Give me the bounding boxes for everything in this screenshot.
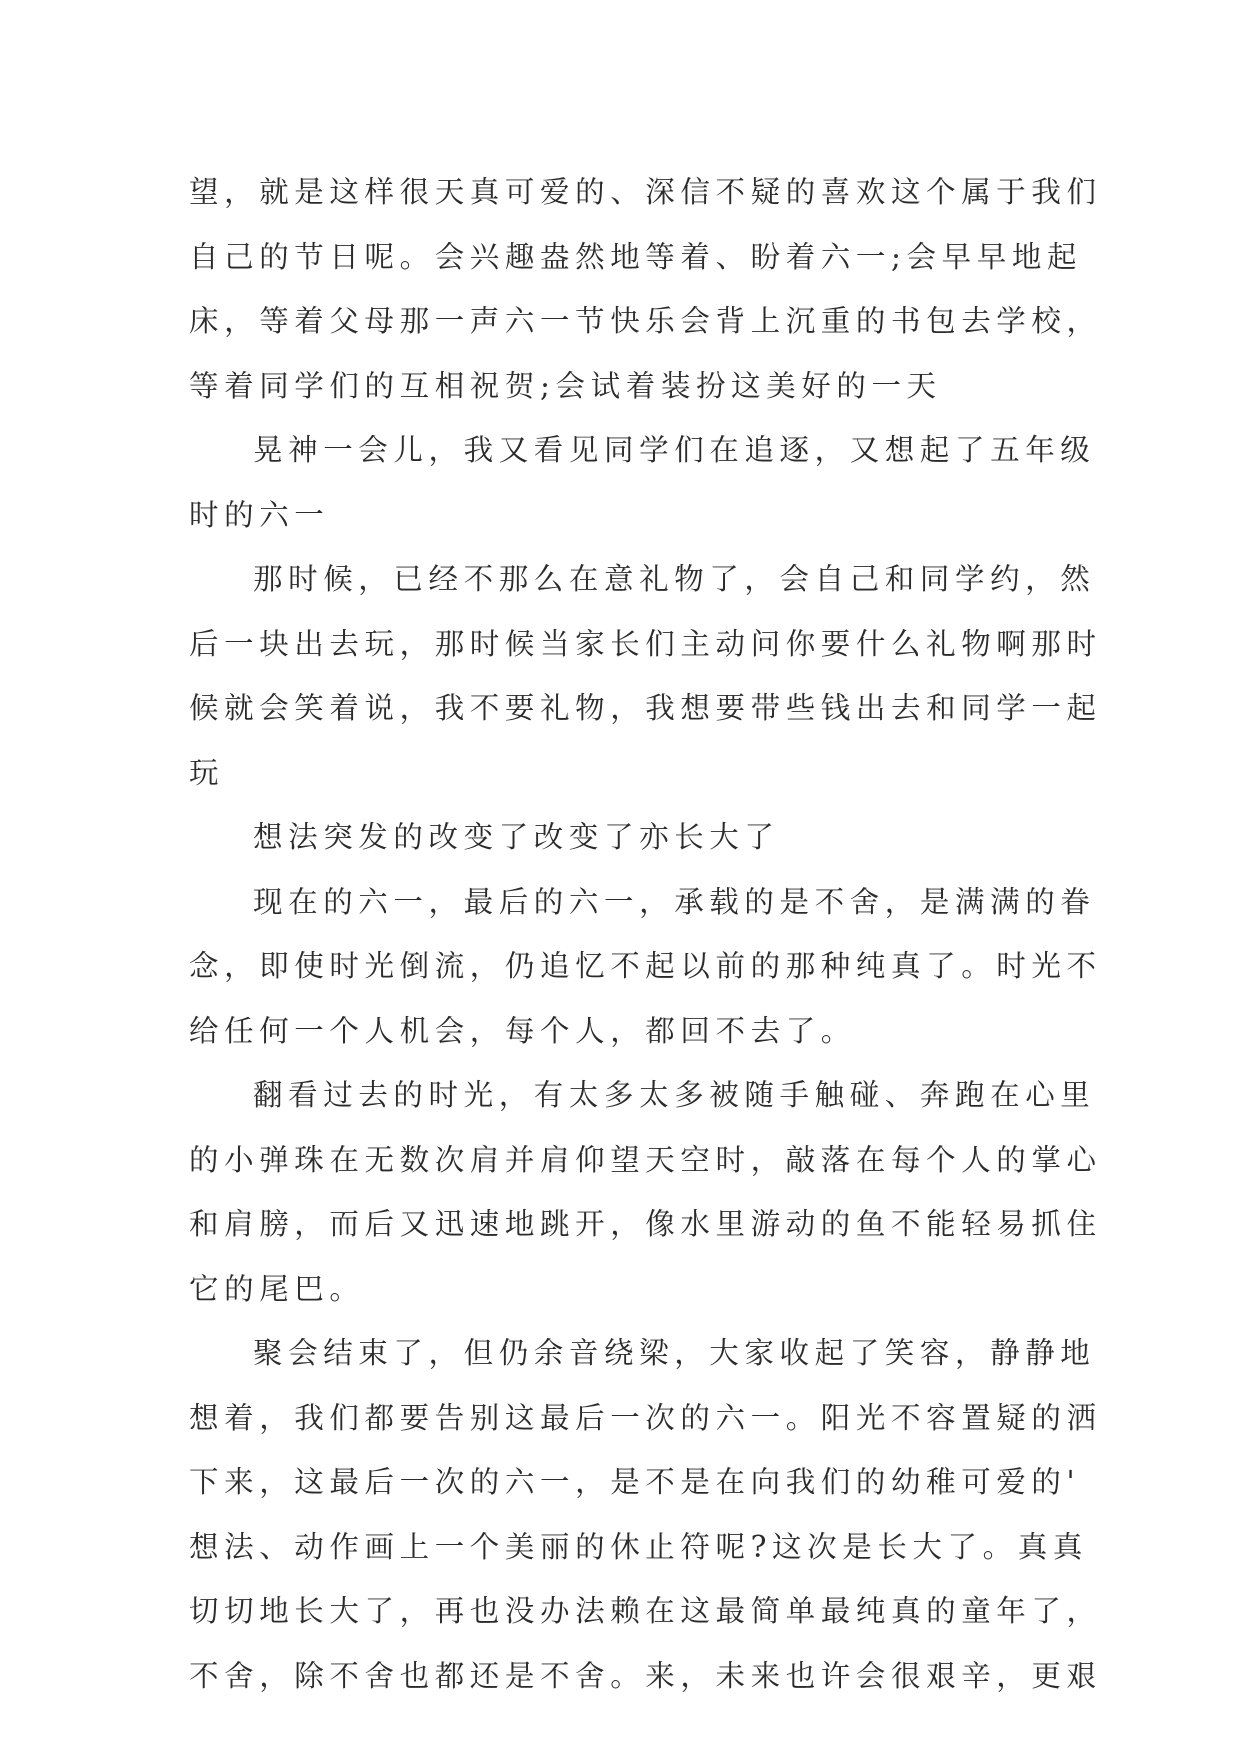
paragraph [189,160,1102,418]
paragraph [189,1063,1102,1321]
text-line: 望，就是这样很天真可爱的、深信不疑的喜欢这个属于我们 [189,175,1102,209]
text-line: 给任何一个人机会，每个人，都回不去了。 [189,1013,856,1048]
paragraph [189,547,1102,805]
text-line: 时的六一 [189,497,330,532]
text-line: 床，等着父母那一声六一节快乐会背上沉重的书包去学校， [189,304,1102,338]
text-line: 候就会笑着说，我不要礼物，我想要带些钱出去和同学一起 [189,691,1102,725]
text-line: 下来，这最后一次的六一，是不是在向我们的幼稚可爱的' [189,1465,1081,1499]
text-line: 自己的节日呢。会兴趣盎然地等着、盼着六一;会早早地起 [189,239,1083,274]
text-line: 玩 [189,755,225,790]
text-line: 念，即使时光倒流，仍追忆不起以前的那种纯真了。时光不 [189,949,1102,983]
text-line: 切切地长大了，再也没办法赖在这最简单最纯真的童年了， [189,1594,1102,1628]
text-line: 不舍，除不舍也都还是不舍。来，未来也许会很艰辛，更艰 [189,1658,1102,1693]
text-line: 想法突发的改变了改变了亦长大了 [253,820,780,854]
paragraph [189,870,1102,1064]
text-line: 和肩膀，而后又迅速地跳开，像水里游动的鱼不能轻易抓住 [189,1207,1102,1241]
text-line: 后一块出去玩，那时候当家长们主动问你要什么礼物啊那时 [189,626,1102,661]
text-line: 想法、动作画上一个美丽的休止符呢?这次是长大了。真真 [189,1529,1088,1564]
text-line: 它的尾巴。 [189,1271,365,1306]
document-body [189,160,1102,1708]
paragraph [189,1321,1102,1708]
text-line: 想着，我们都要告别这最后一次的六一。阳光不容置疑的洒 [189,1400,1102,1435]
text-line: 聚会结束了，但仍余音绕梁，大家收起了笑容，静静地 [253,1336,1096,1370]
text-line: 的小弹珠在无数次肩并肩仰望天空时，敲落在每个人的掌心 [189,1142,1102,1177]
text-line: 晃神一会儿，我又看见同学们在追逐，又想起了五年级 [253,433,1096,467]
paragraph [189,805,1059,870]
text-line: 翻看过去的时光，有太多太多被随手触碰、奔跑在心里 [253,1078,1096,1112]
text-line: 等着同学们的互相祝贺;会试着装扮这美好的一天 [189,368,942,403]
text-line: 现在的六一，最后的六一，承载的是不舍，是满满的眷 [253,884,1096,919]
paragraph [189,418,1096,547]
text-line: 那时候，已经不那么在意礼物了，会自己和同学约，然 [253,562,1096,596]
